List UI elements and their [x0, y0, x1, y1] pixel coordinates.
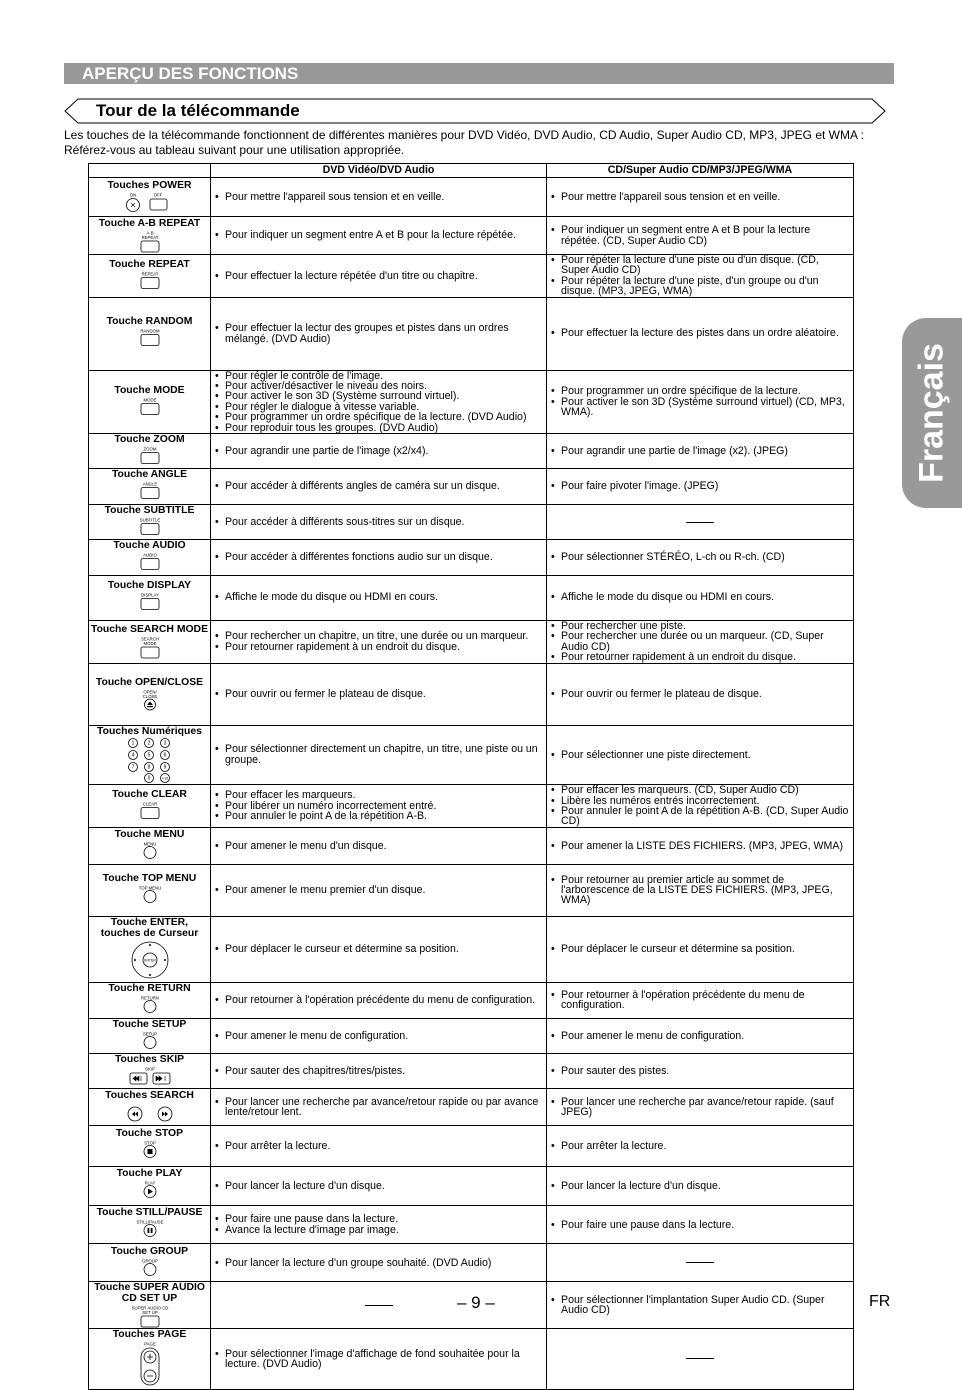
- cd-cell: [547, 469, 854, 504]
- function-bullet: • Pour activer le son 3D (Système surround virtuel).: [215, 391, 542, 401]
- function-bullet: • Pour lancer la lecture d'un disque.: [551, 1181, 849, 1191]
- function-bullet: • Pour retourner au premier article au sommet de l'arborescence de la LISTE DES FICHIERS. (MP3, JPEG, WMA): [551, 875, 849, 906]
- dvd-cell: [211, 370, 547, 433]
- mode-button-icon: [130, 397, 170, 417]
- group-button-icon: [130, 1258, 170, 1278]
- function-bullet: • Pour effectuer la lectur des groupes et pistes dans un ordres mélangé. (DVD Audio): [215, 323, 542, 344]
- display-button-icon: [130, 592, 170, 612]
- cd-cell: [547, 504, 854, 539]
- key-name: Touche MODE: [114, 384, 185, 396]
- dvd-cell: [211, 469, 547, 504]
- function-bullet: • Pour régler le dialogue à vitesse variable.: [215, 402, 542, 412]
- svg-text:PLAY: PLAY: [144, 1180, 155, 1186]
- number-keys-icon: [120, 738, 180, 782]
- key-name: Touche PLAY: [116, 1168, 183, 1180]
- intro-text: Les touches de la télécommande fonctionnent de différentes manières pour DVD Vidéo, DVD Audio, CD Audio, Super Audio CD, MP3, JPEG et WMA : Référez-vous au tableau suivant pour une utilisation appropriée.: [64, 128, 864, 157]
- key-name: Touche AUDIO: [113, 540, 186, 552]
- function-bullet: • Pour répéter la lecture d'une piste, d'un groupe ou d'un disque. (MP3, JPEG, WMA): [551, 276, 849, 297]
- cd-cell: [547, 217, 854, 255]
- function-bullet: • Pour retourner à l'opération précédente du menu de configuration.: [551, 990, 849, 1011]
- function-bullet: • Pour ouvrir ou fermer le plateau de disque.: [551, 689, 849, 699]
- dvd-cell: [211, 540, 547, 575]
- subsection-header: [64, 98, 886, 124]
- function-bullet: • Pour agrandir une partie de l'image (x2/x4).: [215, 446, 542, 456]
- cd-cell: [547, 297, 854, 370]
- svg-text:ANGLE: ANGLE: [142, 481, 157, 487]
- svg-text:8: 8: [147, 764, 150, 771]
- cd-cell: [547, 1126, 854, 1167]
- function-bullet: • Pour lancer une recherche par avance/retour rapide. (sauf JPEG): [551, 1097, 849, 1118]
- key-name: Touche ENTER, touches de Curseur: [100, 916, 199, 939]
- svg-text:MENU: MENU: [143, 841, 156, 847]
- table-row: [89, 663, 854, 725]
- not-applicable-dash: [686, 522, 714, 523]
- table-row: [89, 725, 854, 784]
- function-bullet: • Pour arrêter la lecture.: [215, 1141, 542, 1151]
- function-bullet: • Pour amener le menu d'un disque.: [215, 841, 542, 851]
- dvd-cell: [211, 1018, 547, 1053]
- cd-cell: [547, 178, 854, 217]
- function-bullet: • Pour régler le contrôle de l'image.: [215, 371, 542, 381]
- cd-cell: [547, 725, 854, 784]
- dvd-cell: [211, 663, 547, 725]
- header-cd: CD/Super Audio CD/MP3/JPEG/WMA: [547, 164, 854, 178]
- table-row: [89, 540, 854, 575]
- svg-text:STOP: STOP: [143, 1140, 156, 1146]
- header-dvd: DVD Vidéo/DVD Audio: [211, 164, 547, 178]
- key-cell: [89, 575, 211, 620]
- cursor-pad-icon: [125, 940, 175, 980]
- function-bullet: • Pour amener le menu de configuration.: [215, 1031, 542, 1041]
- key-cell: [89, 620, 211, 663]
- svg-text:6: 6: [163, 752, 166, 759]
- key-cell: [89, 255, 211, 298]
- key-cell: [89, 370, 211, 433]
- cd-cell: [547, 916, 854, 982]
- svg-text:REPEAT: REPEAT: [141, 235, 158, 241]
- function-bullet: • Pour accéder à différents angles de caméra sur un disque.: [215, 481, 542, 491]
- function-bullet: • Pour rechercher une durée ou un marqueur. (CD, Super Audio CD): [551, 631, 849, 652]
- key-name: Touche RETURN: [108, 983, 191, 995]
- svg-text:TOP MENU: TOP MENU: [138, 885, 161, 891]
- cd-cell: [547, 1089, 854, 1126]
- top-menu-button-icon: [130, 885, 170, 905]
- function-bullet: • Pour lancer la lecture d'un disque.: [215, 1181, 542, 1191]
- cd-cell: [547, 1167, 854, 1206]
- angle-button-icon: [130, 481, 170, 501]
- table-row: [89, 1018, 854, 1053]
- key-name: Touche STILL/PAUSE: [96, 1206, 203, 1218]
- function-bullet: • Pour agrandir une partie de l'image (x2). (JPEG): [551, 446, 849, 456]
- header-key: [89, 164, 211, 178]
- key-cell: [89, 1328, 211, 1389]
- dvd-cell: [211, 620, 547, 663]
- svg-text:SETUP: SETUP: [142, 1031, 157, 1037]
- key-name: Touche A-B REPEAT: [98, 218, 201, 230]
- key-name: Touche SUBTITLE: [104, 504, 195, 516]
- cd-cell: [547, 540, 854, 575]
- dvd-cell: [211, 864, 547, 916]
- cd-cell: [547, 575, 854, 620]
- function-bullet: • Pour indiquer un segment entre A et B pour la lecture répétée. (CD, Super Audio CD): [551, 225, 849, 246]
- key-cell: [89, 178, 211, 217]
- svg-text:OPEN/: OPEN/: [142, 689, 157, 695]
- table-row: [89, 827, 854, 864]
- function-bullet: • Pour retourner rapidement à un endroit du disque.: [551, 652, 849, 662]
- function-bullet: • Pour sélectionner l'image d'affichage de fond souhaitée pour la lecture. (DVD Audio): [215, 1349, 542, 1370]
- cd-cell: [547, 1053, 854, 1088]
- function-bullet: • Pour activer le son 3D (Système surround virtuel) (CD, MP3, WMA).: [551, 397, 849, 418]
- svg-text:RANDOM: RANDOM: [139, 328, 160, 334]
- subtitle-button-icon: [130, 517, 170, 537]
- svg-text:PAGE: PAGE: [143, 1341, 156, 1347]
- menu-button-icon: [130, 841, 170, 861]
- cd-cell: [547, 255, 854, 298]
- not-applicable-dash: [686, 1358, 714, 1359]
- cd-cell: [547, 434, 854, 469]
- dvd-cell: [211, 1328, 547, 1389]
- section-title: APERÇU DES FONCTIONS: [82, 64, 299, 83]
- svg-text:AUDIO: AUDIO: [142, 552, 157, 558]
- cd-cell: [547, 785, 854, 828]
- dvd-cell: [211, 983, 547, 1018]
- function-bullet: • Pour indiquer un segment entre A et B pour la lecture répétée.: [215, 230, 542, 240]
- svg-text:DISPLAY: DISPLAY: [140, 592, 159, 598]
- random-button-icon: [130, 328, 170, 348]
- key-cell: [89, 1244, 211, 1282]
- cd-cell: [547, 827, 854, 864]
- function-bullet: • Pour rechercher une piste.: [551, 621, 849, 631]
- function-bullet: • Pour activer/désactiver le niveau des noirs.: [215, 381, 542, 391]
- not-applicable-dash: [686, 1262, 714, 1263]
- function-bullet: • Pour répéter la lecture d'une piste ou d'un disque. (CD, Super Audio CD): [551, 255, 849, 276]
- table-row: [89, 1167, 854, 1206]
- key-name: Touche STOP: [115, 1128, 184, 1140]
- function-bullet: • Affiche le mode du disque ou HDMI en cours.: [215, 592, 542, 602]
- dvd-cell: [211, 575, 547, 620]
- function-bullet: • Pour sauter des pistes.: [551, 1066, 849, 1076]
- svg-text:SUBTITLE: SUBTITLE: [139, 517, 160, 523]
- key-name: Touche DISPLAY: [107, 580, 192, 592]
- key-name: Touches POWER: [107, 179, 192, 191]
- svg-text:ZOOM: ZOOM: [143, 446, 156, 452]
- svg-text:SUPER AUDIO CD: SUPER AUDIO CD: [131, 1305, 168, 1311]
- language-code: FR: [869, 1293, 891, 1310]
- function-bullet: • Pour sélectionner l'implantation Super Audio CD. (Super Audio CD): [551, 1295, 849, 1316]
- function-bullet: • Pour faire une pause dans la lecture.: [551, 1220, 849, 1230]
- key-cell: [89, 217, 211, 255]
- cd-cell: [547, 1282, 854, 1328]
- svg-text:2: 2: [147, 740, 150, 747]
- function-bullet: • Avance la lecture d'image par image.: [215, 1225, 542, 1235]
- cd-cell: [547, 983, 854, 1018]
- function-bullet: • Pour programmer un ordre spécifique de la lecture. (DVD Audio): [215, 412, 542, 422]
- function-bullet: • Pour effectuer la lecture des pistes dans un ordre aléatoire.: [551, 328, 849, 338]
- table-row: [89, 1089, 854, 1126]
- function-bullet: • Pour effectuer la lecture répétée d'un titre ou chapitre.: [215, 271, 542, 281]
- dvd-cell: [211, 1244, 547, 1282]
- dvd-cell: [211, 725, 547, 784]
- key-cell: [89, 1167, 211, 1206]
- key-cell: [89, 785, 211, 828]
- dvd-cell: [211, 1167, 547, 1206]
- key-name: Touche ANGLE: [111, 469, 188, 481]
- key-cell: [89, 540, 211, 575]
- table-row: [89, 370, 854, 433]
- svg-text:SKIP: SKIP: [144, 1066, 155, 1072]
- function-bullet: • Pour lancer la lecture d'un groupe souhaité. (DVD Audio): [215, 1258, 542, 1268]
- cd-cell: [547, 663, 854, 725]
- function-bullet: • Pour accéder à différents sous-titres sur un disque.: [215, 517, 542, 527]
- function-bullet: • Pour mettre l'appareil sous tension et en veille.: [551, 192, 849, 202]
- svg-text:A-B: A-B: [145, 230, 154, 236]
- cd-cell: [547, 370, 854, 433]
- key-cell: [89, 1126, 211, 1167]
- function-bullet: • Pour faire pivoter l'image. (JPEG): [551, 481, 849, 491]
- function-bullet: • Pour reproduir tous les groupes. (DVD Audio): [215, 423, 542, 433]
- svg-text:GROUP: GROUP: [141, 1258, 158, 1264]
- return-button-icon: [130, 995, 170, 1015]
- page-number: – 9 –: [457, 1293, 495, 1312]
- function-bullet: • Pour sélectionner directement un chapitre, un titre, une piste ou un groupe.: [215, 744, 542, 765]
- key-cell: [89, 1018, 211, 1053]
- svg-text:9: 9: [163, 764, 166, 771]
- section-bar: [64, 63, 894, 84]
- audio-button-icon: [130, 552, 170, 572]
- dvd-cell: [211, 1089, 547, 1126]
- key-cell: [89, 725, 211, 784]
- dvd-cell: [211, 434, 547, 469]
- table-row: [89, 983, 854, 1018]
- function-bullet: • Pour effacer les marqueurs.: [215, 790, 542, 800]
- table-row: [89, 575, 854, 620]
- key-name: Touche REPEAT: [109, 258, 190, 270]
- key-name: Touches SEARCH: [105, 1090, 194, 1102]
- key-cell: [89, 1282, 211, 1328]
- table-row: [89, 178, 854, 217]
- svg-text:MODE: MODE: [143, 641, 156, 647]
- language-side-tab: [902, 318, 962, 508]
- power-buttons-icon: [120, 192, 180, 212]
- play-button-icon: [130, 1180, 170, 1202]
- function-bullet: • Pour annuler le point A de la répétition A-B. (CD, Super Audio CD): [551, 806, 849, 827]
- function-bullet: • Pour arrêter la lecture.: [551, 1141, 849, 1151]
- table-row: [89, 1053, 854, 1088]
- table-row: [89, 864, 854, 916]
- key-name: Touche RANDOM: [106, 316, 193, 328]
- search-buttons-icon: [120, 1102, 180, 1122]
- key-cell: [89, 864, 211, 916]
- svg-text:7: 7: [131, 764, 134, 771]
- svg-text:REPEAT: REPEAT: [141, 271, 158, 277]
- table-row: [89, 504, 854, 539]
- cd-cell: [547, 1244, 854, 1282]
- key-name: Touches SKIP: [114, 1053, 185, 1065]
- key-cell: [89, 827, 211, 864]
- repeat-button-icon: [130, 271, 170, 291]
- dvd-cell: [211, 916, 547, 982]
- function-bullet: • Pour retourner rapidement à un endroit du disque.: [215, 642, 542, 652]
- pause-button-icon: [130, 1219, 170, 1241]
- key-cell: [89, 916, 211, 982]
- svg-text:+10: +10: [161, 776, 168, 781]
- dvd-cell: [211, 1282, 547, 1328]
- key-name: Touche SEARCH MODE: [91, 624, 208, 636]
- function-bullet: • Pour amener la LISTE DES FICHIERS. (MP3, JPEG, WMA): [551, 841, 849, 851]
- svg-text:1: 1: [131, 740, 134, 747]
- dvd-cell: [211, 827, 547, 864]
- table-header-row: [89, 164, 854, 178]
- key-name: Touche ZOOM: [114, 434, 185, 446]
- table-row: [89, 1206, 854, 1244]
- key-name: Touche MENU: [114, 828, 185, 840]
- table-row: [89, 217, 854, 255]
- setup-button-icon: [130, 1031, 170, 1051]
- function-bullet: • Pour lancer une recherche par avance/retour rapide ou par avance lente/retour lent.: [215, 1097, 542, 1118]
- dvd-cell: [211, 178, 547, 217]
- svg-text:STILL/PAUSE: STILL/PAUSE: [136, 1219, 163, 1225]
- dvd-cell: [211, 504, 547, 539]
- svg-text:SEARCH: SEARCH: [140, 636, 159, 642]
- not-applicable-dash: [365, 1305, 393, 1306]
- page-buttons-icon: [130, 1341, 170, 1387]
- svg-text:MODE: MODE: [143, 397, 156, 403]
- function-bullet: • Pour sélectionner une piste directement.: [551, 750, 849, 760]
- svg-text:5: 5: [147, 752, 150, 759]
- table-row: [89, 1328, 854, 1389]
- table-row: [89, 297, 854, 370]
- table-row: [89, 1126, 854, 1167]
- dvd-cell: [211, 1126, 547, 1167]
- svg-text:0: 0: [147, 775, 150, 782]
- cd-cell: [547, 1328, 854, 1389]
- key-name: Touches PAGE: [112, 1328, 187, 1340]
- svg-text:OFF: OFF: [153, 192, 162, 198]
- key-name: Touche GROUP: [110, 1245, 189, 1257]
- cd-cell: [547, 620, 854, 663]
- key-name: Touche TOP MENU: [102, 873, 197, 885]
- svg-text:3: 3: [163, 740, 166, 747]
- svg-text:SET UP: SET UP: [141, 1310, 158, 1316]
- table-row: [89, 620, 854, 663]
- svg-text:RETURN: RETURN: [140, 995, 159, 1001]
- function-bullet: • Pour sélectionner STÉRÉO, L-ch ou R-ch. (CD): [551, 552, 849, 562]
- function-bullet: • Affiche le mode du disque ou HDMI en cours.: [551, 592, 849, 602]
- function-bullet: • Pour déplacer le curseur et détermine sa position.: [215, 944, 542, 954]
- key-name: Touche CLEAR: [112, 788, 187, 800]
- svg-text:ON: ON: [129, 192, 136, 198]
- zoom-button-icon: [130, 446, 170, 466]
- table-row: [89, 916, 854, 982]
- function-bullet: • Pour déplacer le curseur et détermine sa position.: [551, 944, 849, 954]
- key-cell: [89, 434, 211, 469]
- table-row: [89, 255, 854, 298]
- key-cell: [89, 663, 211, 725]
- dvd-cell: [211, 255, 547, 298]
- key-cell: [89, 504, 211, 539]
- svg-text:CLEAR: CLEAR: [142, 801, 157, 807]
- skip-buttons-icon: [120, 1066, 180, 1086]
- key-cell: [89, 983, 211, 1018]
- dvd-cell: [211, 217, 547, 255]
- svg-text:ENTER: ENTER: [143, 958, 156, 963]
- key-cell: [89, 469, 211, 504]
- function-bullet: • Pour retourner à l'opération précédente du menu de configuration.: [215, 995, 542, 1005]
- svg-text:CLOSE: CLOSE: [142, 693, 157, 699]
- cd-cell: [547, 1018, 854, 1053]
- table-row: [89, 1244, 854, 1282]
- eject-button-icon: [130, 689, 170, 709]
- function-bullet: • Pour ouvrir ou fermer le plateau de disque.: [215, 689, 542, 699]
- clear-button-icon: [130, 801, 170, 821]
- key-name: Touches Numériques: [97, 725, 202, 737]
- key-cell: [89, 1206, 211, 1244]
- subsection-title: Tour de la télécommande: [96, 101, 300, 120]
- key-name: Touche OPEN/CLOSE: [95, 676, 204, 688]
- cd-cell: [547, 1206, 854, 1244]
- key-cell: [89, 297, 211, 370]
- search-mode-button-icon: [130, 636, 170, 656]
- cd-cell: [547, 864, 854, 916]
- function-bullet: • Pour annuler le point A de la répétition A-B.: [215, 811, 542, 821]
- svg-text:4: 4: [131, 752, 134, 759]
- function-bullet: • Pour libérer un numéro incorrectement entré.: [215, 801, 542, 811]
- key-cell: [89, 1053, 211, 1088]
- table-row: [89, 434, 854, 469]
- dvd-cell: [211, 297, 547, 370]
- dvd-cell: [211, 1206, 547, 1244]
- function-bullet: • Pour rechercher un chapitre, un titre, une durée ou un marqueur.: [215, 631, 542, 641]
- table-row: [89, 785, 854, 828]
- sacd-setup-button-icon: [130, 1305, 170, 1325]
- key-cell: [89, 1089, 211, 1126]
- function-bullet: • Pour accéder à différentes fonctions audio sur un disque.: [215, 552, 542, 562]
- function-bullet: • Pour faire une pause dans la lecture.: [215, 1214, 542, 1224]
- dvd-cell: [211, 785, 547, 828]
- function-bullet: • Pour programmer un ordre spécifique de la lecture.: [551, 386, 849, 396]
- ab-repeat-button-icon: [130, 230, 170, 250]
- remote-functions-table: [88, 163, 854, 1390]
- function-bullet: • Pour sauter des chapitres/titres/pistes.: [215, 1066, 542, 1076]
- function-bullet: • Pour amener le menu de configuration.: [551, 1031, 849, 1041]
- dvd-cell: [211, 1053, 547, 1088]
- key-name: Touche SUPER AUDIO CD SET UP: [94, 1282, 205, 1305]
- function-bullet: • Pour effacer les marqueurs. (CD, Super Audio CD): [551, 785, 849, 795]
- function-bullet: • Pour mettre l'appareil sous tension et en veille.: [215, 192, 542, 202]
- key-name: Touche SETUP: [112, 1018, 187, 1030]
- language-side-tab-label: Français: [912, 343, 951, 483]
- stop-button-icon: [130, 1140, 170, 1162]
- function-bullet: • Libère les numéros entrés incorrectement.: [551, 796, 849, 806]
- table-row: [89, 469, 854, 504]
- function-bullet: • Pour amener le menu premier d'un disque.: [215, 885, 542, 895]
